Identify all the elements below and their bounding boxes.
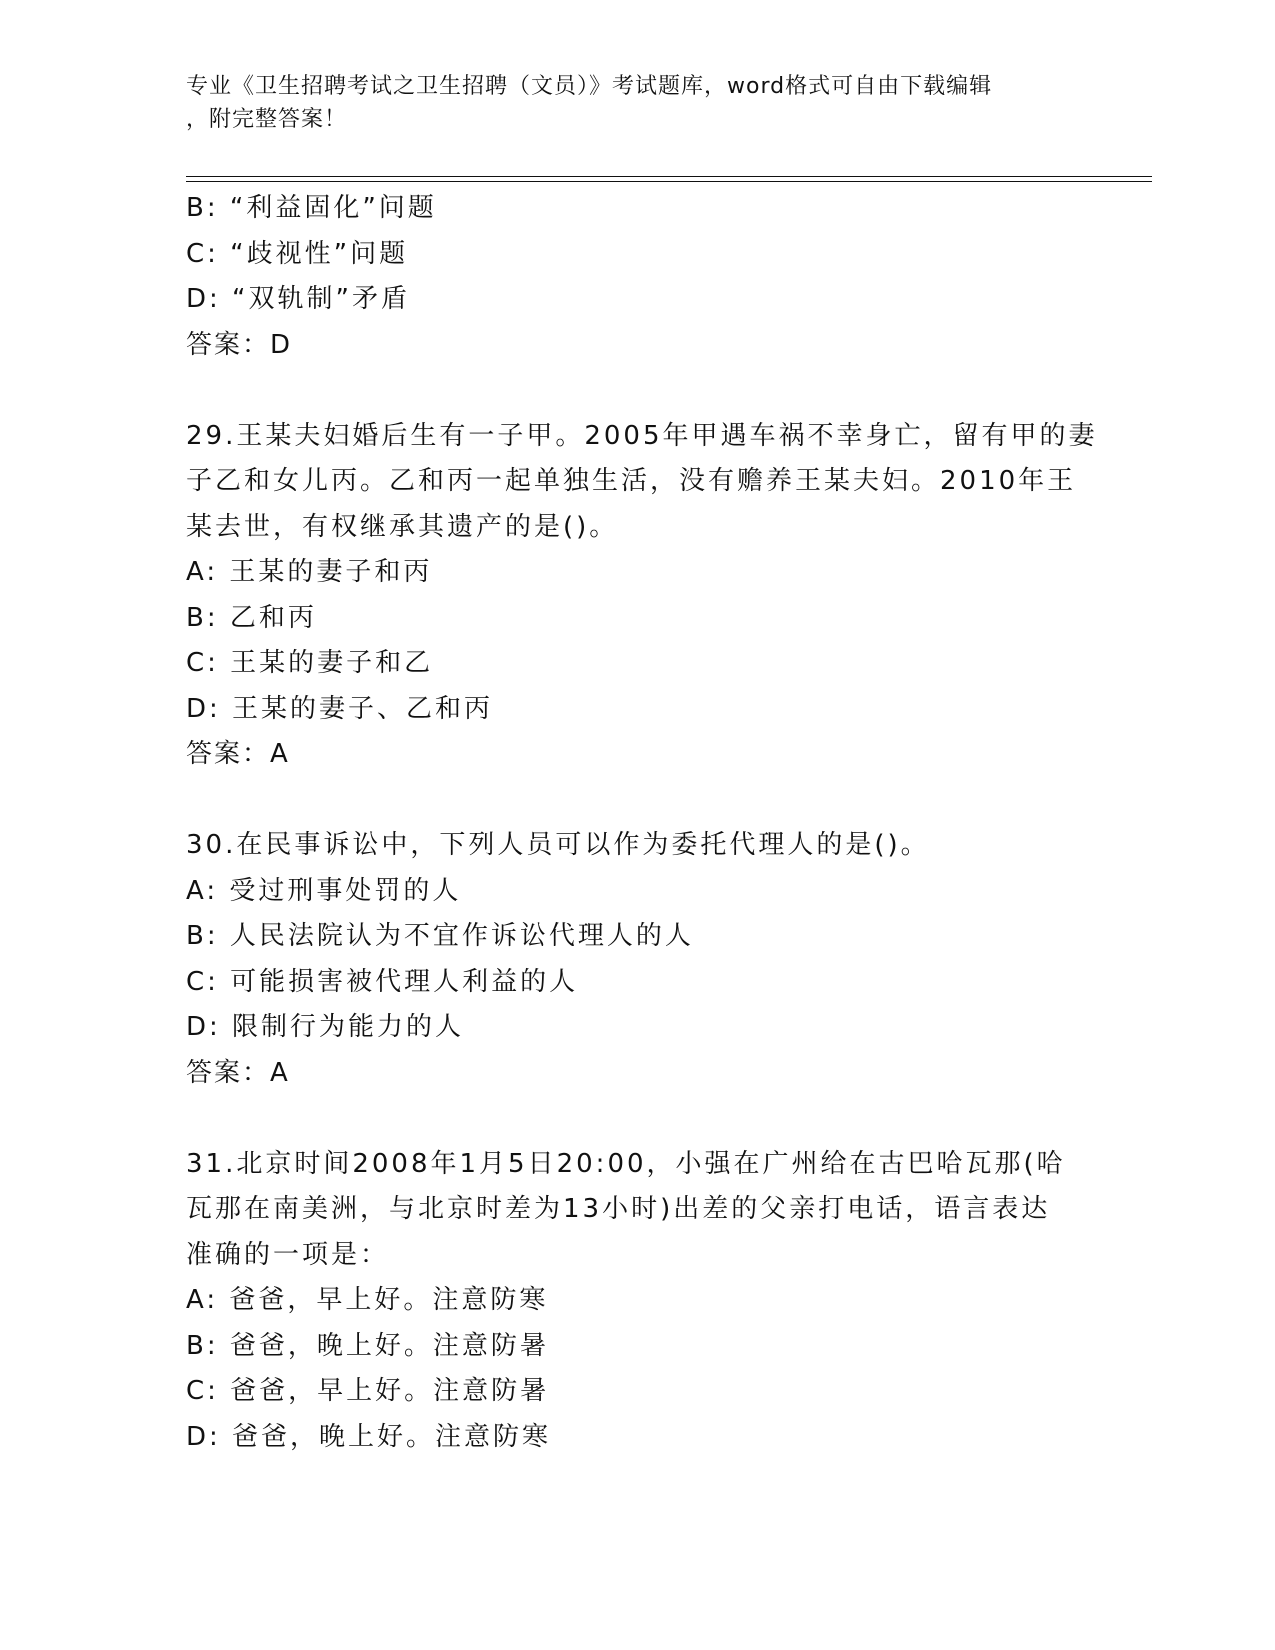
question-stem: 子乙和女儿丙。乙和丙一起单独生活，没有赡养王某夫妇。2010年王 xyxy=(186,466,1077,496)
header-line-2: ，附完整答案！ xyxy=(186,107,348,132)
option-d: D: “双轨制”矛盾 xyxy=(186,284,410,314)
document-header xyxy=(186,70,1066,136)
option-c: C: 可能损害被代理人利益的人 xyxy=(186,966,579,997)
answer: 答案：D xyxy=(186,329,293,360)
question-31 xyxy=(186,1142,1086,1461)
header-rule-top xyxy=(186,176,1152,177)
question-stem: 瓦那在南美洲，与北京时差为13小时)出差的父亲打电话，语言表达 xyxy=(186,1194,1051,1224)
answer: 答案：A xyxy=(186,739,290,769)
option-a: A: 王某的妻子和丙 xyxy=(186,557,433,587)
option-c: C: “歧视性”问题 xyxy=(186,238,409,269)
option-c: C: 爸爸，早上好。注意防暑 xyxy=(186,1376,550,1406)
option-b: B: 乙和丙 xyxy=(186,602,317,633)
question-stem: 某去世，有权继承其遗产的是()。 xyxy=(186,511,619,542)
question-content xyxy=(186,186,1098,1460)
option-d: D: 王某的妻子、乙和丙 xyxy=(186,693,494,724)
header-line-1: 专业《卫生招聘考试之卫生招聘（文员）》考试题库，word格式可自由下载编辑 xyxy=(186,74,993,99)
option-a: A: 受过刑事处罚的人 xyxy=(186,875,462,906)
question-30 xyxy=(186,823,1086,1096)
question-29 xyxy=(186,414,1098,778)
option-d: D: 爸爸，晚上好。注意防寒 xyxy=(186,1421,552,1452)
question-stem: 30.在民事诉讼中，下列人员可以作为委托代理人的是()。 xyxy=(186,830,930,860)
prev-question xyxy=(186,186,1086,368)
question-stem: 29.王某夫妇婚后生有一子甲。2005年甲遇车祸不幸身亡，留有甲的妻 xyxy=(186,420,1098,451)
option-c: C: 王某的妻子和乙 xyxy=(186,648,434,678)
option-b: B: 爸爸，晚上好。注意防暑 xyxy=(186,1330,549,1361)
question-stem: 31.北京时间2008年1月5日20:00，小强在广州给在古巴哈瓦那(哈 xyxy=(186,1148,1066,1179)
option-b: B: “利益固化”问题 xyxy=(186,193,437,223)
header-rule-bottom xyxy=(186,181,1152,182)
question-stem: 准确的一项是： xyxy=(186,1239,390,1270)
option-a: A: 爸爸，早上好。注意防寒 xyxy=(186,1285,549,1315)
option-b: B: 人民法院认为不宜作诉讼代理人的人 xyxy=(186,921,694,951)
option-d: D: 限制行为能力的人 xyxy=(186,1012,465,1042)
answer: 答案：A xyxy=(186,1057,290,1088)
